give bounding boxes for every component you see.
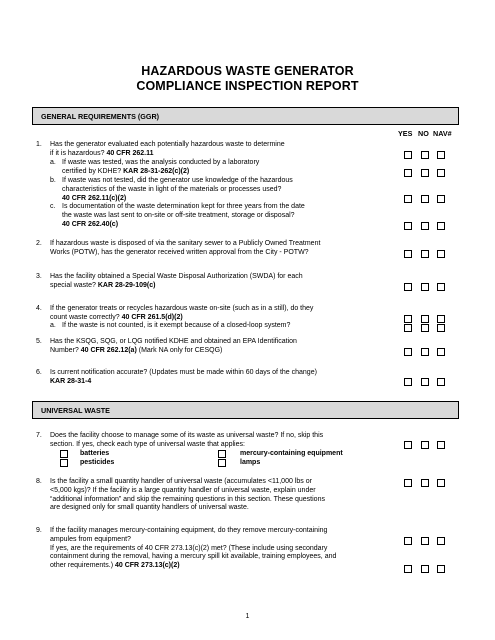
type-batteries: batteries <box>80 450 110 457</box>
section-header-universal-waste: UNIVERSAL WASTE <box>32 401 459 419</box>
checkbox-no[interactable] <box>421 537 429 545</box>
checkbox-yes[interactable] <box>404 195 412 203</box>
checkbox-no[interactable] <box>421 315 429 323</box>
checkbox-no[interactable] <box>421 441 429 449</box>
checkbox-nav[interactable] <box>437 441 445 449</box>
checkbox-yes[interactable] <box>404 250 412 258</box>
checkbox-no[interactable] <box>421 565 429 573</box>
checkbox-yes[interactable] <box>404 565 412 573</box>
checkbox-no[interactable] <box>421 195 429 203</box>
section-header-general: GENERAL REQUIREMENTS (GGR) <box>32 107 459 125</box>
checkbox-no[interactable] <box>421 378 429 386</box>
report-title-line1: HAZARDOUS WASTE GENERATOR <box>141 64 354 78</box>
checkbox-yes[interactable] <box>404 537 412 545</box>
checkbox-yes[interactable] <box>404 283 412 291</box>
checkbox-no[interactable] <box>421 348 429 356</box>
checkbox-nav[interactable] <box>437 324 445 332</box>
type-lamps: lamps <box>240 459 261 466</box>
checkbox-nav[interactable] <box>437 250 445 258</box>
checkbox-nav[interactable] <box>437 195 445 203</box>
column-no: NO <box>418 129 429 138</box>
checkbox-nav[interactable] <box>437 222 445 230</box>
checkbox-yes[interactable] <box>404 222 412 230</box>
checkbox-yes[interactable] <box>404 441 412 449</box>
checkbox-nav[interactable] <box>437 479 445 487</box>
checkbox-yes[interactable] <box>404 151 412 159</box>
type-pesticides: pesticides <box>80 459 115 466</box>
checkbox-no[interactable] <box>421 222 429 230</box>
report-page: HAZARDOUS WASTE GENERATOR COMPLIANCE INSPECTION REPORT GENERAL REQUIREMENTS (GGR) YES NO NAV# 1. Has the generator evaluated each potentially hazardous waste to determine if it is hazardous? 40 CFR 262.11 a. If waste was tested, was the analysis conducted by a laboratory certified by KDHE? KAR 28-31-262(c)(2) b. If waste was not tested, did the generator use knowledge of the hazardous characteristics of the waste in light of the materials or processes used? 40 CFR 262.11(c)(2) c. Is documentation of the waste determination kept for three years from the date the waste was last sent to on-site or off-site treatment, storage or disposal? 40 CFR 262.40(c) 2. If hazardous waste is disposed of via the sanitary sewer to a Publicly Owned Treatment Works (POTW), has the generator received written approval from the City - POTW? 3. Has the facility obtained a Special Waste Disposal Authorization (SWDA) for each special waste? KAR 28-29-109(c) 4. If the generator treats or recycles hazardous waste on-site (such as in a still), do they count waste correctly? 40 CFR 261.5(d)(2) a. If the waste is not counted, is it exempt because of a closed-loop system? 5. Has the KSQG, SQG, or LQG notified KDHE and obtained an EPA Identification Number? 40 CFR 262.12(a) (Mark NA only for CESQG) 6. Is current notification accurate? (Updates must be made within 60 days of the change) KAR 28-31-4 UNIVERSAL WASTE 7. Does the facility choose to manage some of its waste as universal waste? If no, skip this section. If yes, check each type of universal waste that applies: batteries mercury-containing equipment pesticides lamps 8. Is the facility a small quantity handler of universal waste (accumulates <11,000 lbs or <5,000 kgs)? If the facility is a large quantity handler of universal waste, explain under “additional information” and skip the remaining questions in this section. These questions are designed only for small quantity handlers of universal waste. 9. If the facility manages mercury-containing equipment, do they remove mercury-containing ampules from equipment? If yes, are the requirements of 40 CFR 273.13(c)(2) met? (These include using secondary containment during the removal, having a mercury spill kit available, training employees, and other requirements.) 40 CFR 273.13(c)(2) 1 <box>0 0 495 640</box>
checkbox-nav[interactable] <box>437 565 445 573</box>
checkbox-yes[interactable] <box>404 169 412 177</box>
checkbox-nav[interactable] <box>437 169 445 177</box>
checkbox-yes[interactable] <box>404 479 412 487</box>
checkbox-nav[interactable] <box>437 151 445 159</box>
checkbox-nav[interactable] <box>437 537 445 545</box>
checkbox-nav[interactable] <box>437 315 445 323</box>
checkbox-yes[interactable] <box>404 324 412 332</box>
checkbox-yes[interactable] <box>404 315 412 323</box>
checkbox-no[interactable] <box>421 479 429 487</box>
checkbox-lamps[interactable] <box>218 459 226 467</box>
report-title-line2: COMPLIANCE INSPECTION REPORT <box>136 79 359 93</box>
type-mercury-equipment: mercury-containing equipment <box>240 450 343 457</box>
checkbox-yes[interactable] <box>404 348 412 356</box>
page-number: 1 <box>245 613 250 620</box>
checkbox-nav[interactable] <box>437 283 445 291</box>
checkbox-mercury-equipment[interactable] <box>218 450 226 458</box>
checkbox-yes[interactable] <box>404 378 412 386</box>
checkbox-nav[interactable] <box>437 348 445 356</box>
checkbox-no[interactable] <box>421 324 429 332</box>
checkbox-no[interactable] <box>421 283 429 291</box>
column-nav: NAV# <box>433 129 452 138</box>
checkbox-no[interactable] <box>421 169 429 177</box>
checkbox-batteries[interactable] <box>60 450 68 458</box>
checkbox-pesticides[interactable] <box>60 459 68 467</box>
checkbox-no[interactable] <box>421 250 429 258</box>
column-yes: YES <box>398 129 413 138</box>
checkbox-nav[interactable] <box>437 378 445 386</box>
checkbox-no[interactable] <box>421 151 429 159</box>
